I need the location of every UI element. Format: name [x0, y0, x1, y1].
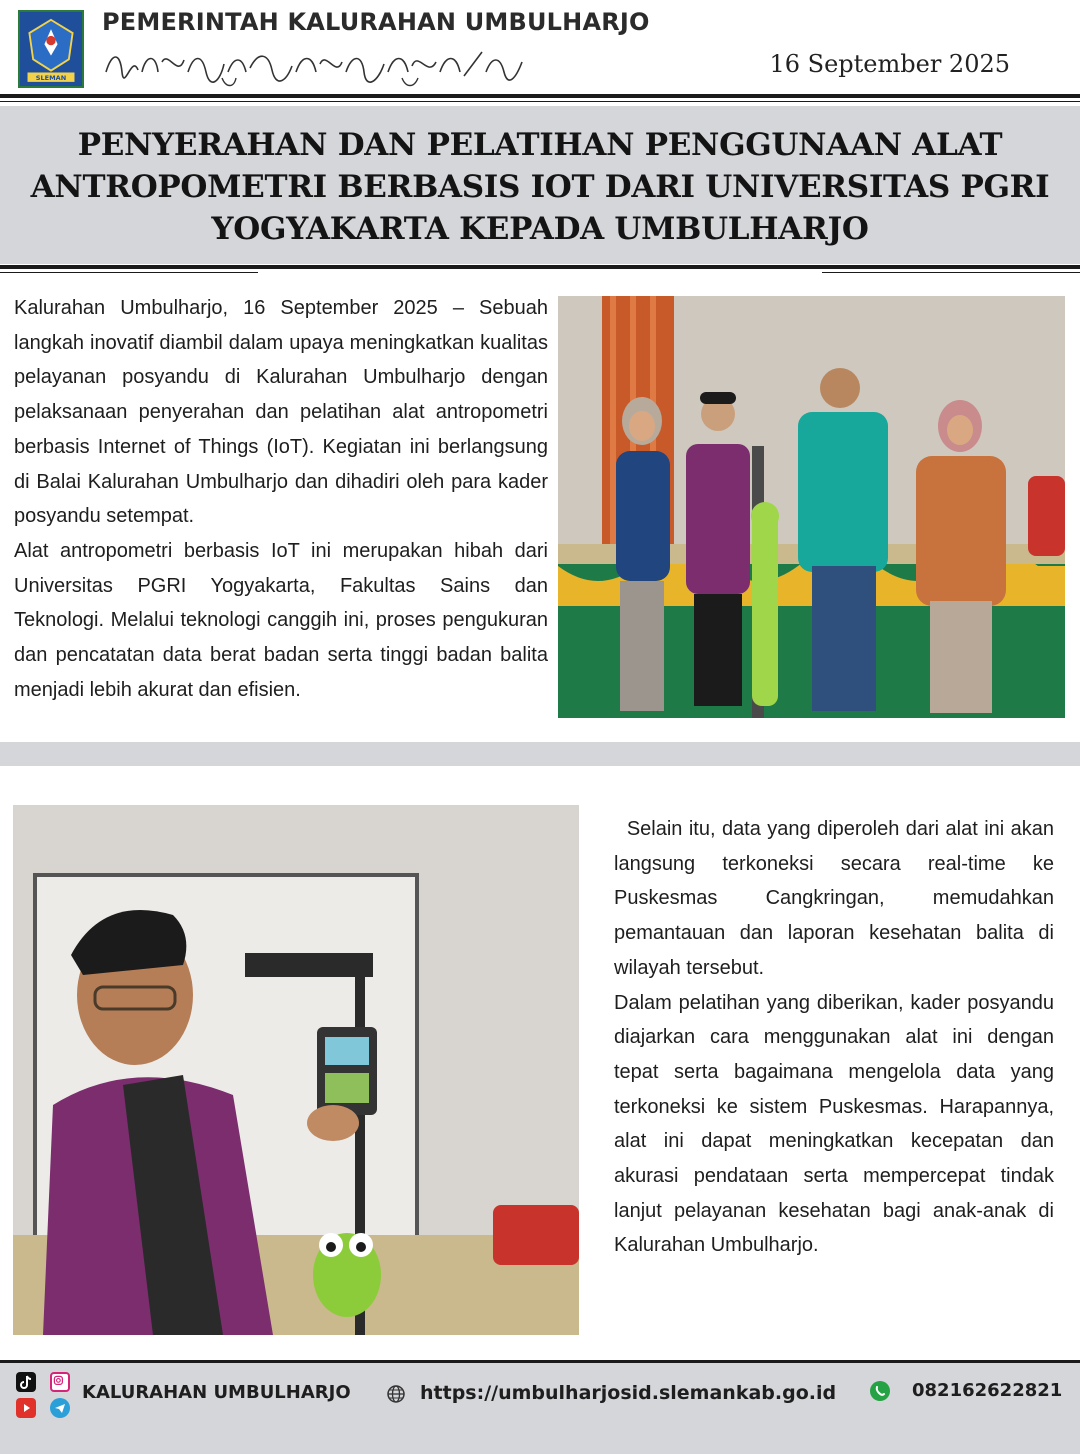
section-divider-band — [0, 742, 1080, 766]
telegram-icon[interactable] — [50, 1398, 70, 1418]
article-paragraph: Kalurahan Umbulharjo, 16 September 2025 – Sebuah langkah inovatif diambil dalam upaya meningkatkan kualitas pelayanan posyandu di Kalurahan Umbulharjo dengan pelaksanaan penyerahan dan pelatihan alat antropometri berbasis Internet of Things (IoT). Kegiatan ini berlangsung di Balai Kalurahan Umbulharjo dan dihadiri oleh para kader posyandu setempat. — [14, 297, 548, 528]
organization-title: PEMERINTAH KALURAHAN UMBULHARJO — [102, 8, 650, 36]
headline-divider — [0, 265, 1080, 269]
phone-number[interactable]: 082162622821 — [912, 1380, 1063, 1401]
page-header — [0, 0, 1080, 96]
article-right-column — [614, 812, 1054, 1263]
whatsapp-icon[interactable] — [870, 1381, 890, 1401]
header-divider-thin — [0, 101, 1080, 102]
header-divider — [0, 94, 1080, 98]
device-demonstration-photo — [13, 805, 579, 1335]
tiktok-icon[interactable] — [16, 1372, 36, 1392]
article-left-column — [14, 291, 548, 707]
article-paragraph: Dalam pelatihan yang diberikan, kader posyandu diajarkan cara menggunakan alat ini dengan tepat serta bagaimana mengelola data yang terkoneksi ke sistem Puskesmas. Harapannya, alat ini dapat meningkatkan kecepatan dan akurasi pendataan serta mempercepat tindak lanjut pelayanan kesehatan bagi anak-anak di Kalurahan Umbulharjo. — [614, 991, 1054, 1257]
group-handover-photo — [558, 296, 1065, 718]
youtube-icon[interactable] — [16, 1398, 36, 1418]
sleman-regency-crest-icon — [18, 10, 84, 88]
article-paragraph: Selain itu, data yang diperoleh dari alat ini akan langsung terkoneksi secara real-time ke Puskesmas Cangkringan, memudahkan pemantauan dan laporan kesehatan balita di wilayah tersebut. — [614, 818, 1054, 979]
javanese-script-graphic — [102, 42, 532, 90]
instagram-icon[interactable] — [50, 1372, 70, 1392]
social-media-icons — [16, 1372, 72, 1420]
page-footer — [0, 1363, 1080, 1454]
logo-text: SLEMAN — [35, 74, 67, 82]
publication-date: 16 September 2025 — [769, 50, 1010, 78]
headline-divider-gap — [258, 272, 822, 276]
article-headline: PENYERAHAN DAN PELATIHAN PENGGUNAAN ALAT ANTROPOMETRI BERBASIS IOT DARI UNIVERSITAS PGRI YOGYAKARTA KEPADA UMBULHARJO — [30, 127, 1050, 247]
footer-organization-name: KALURAHAN UMBULHARJO — [82, 1382, 351, 1403]
website-link[interactable]: https://umbulharjosid.slemankab.go.id — [420, 1382, 837, 1404]
article-paragraph: Alat antropometri berbasis IoT ini merupakan hibah dari Universitas PGRI Yogyakarta, Fakultas Sains dan Teknologi. Melalui teknologi canggih ini, proses pengukuran dan pencatatan data berat badan serta tinggi badan balita menjadi lebih akurat dan efisien. — [14, 539, 548, 701]
globe-icon — [386, 1384, 406, 1404]
